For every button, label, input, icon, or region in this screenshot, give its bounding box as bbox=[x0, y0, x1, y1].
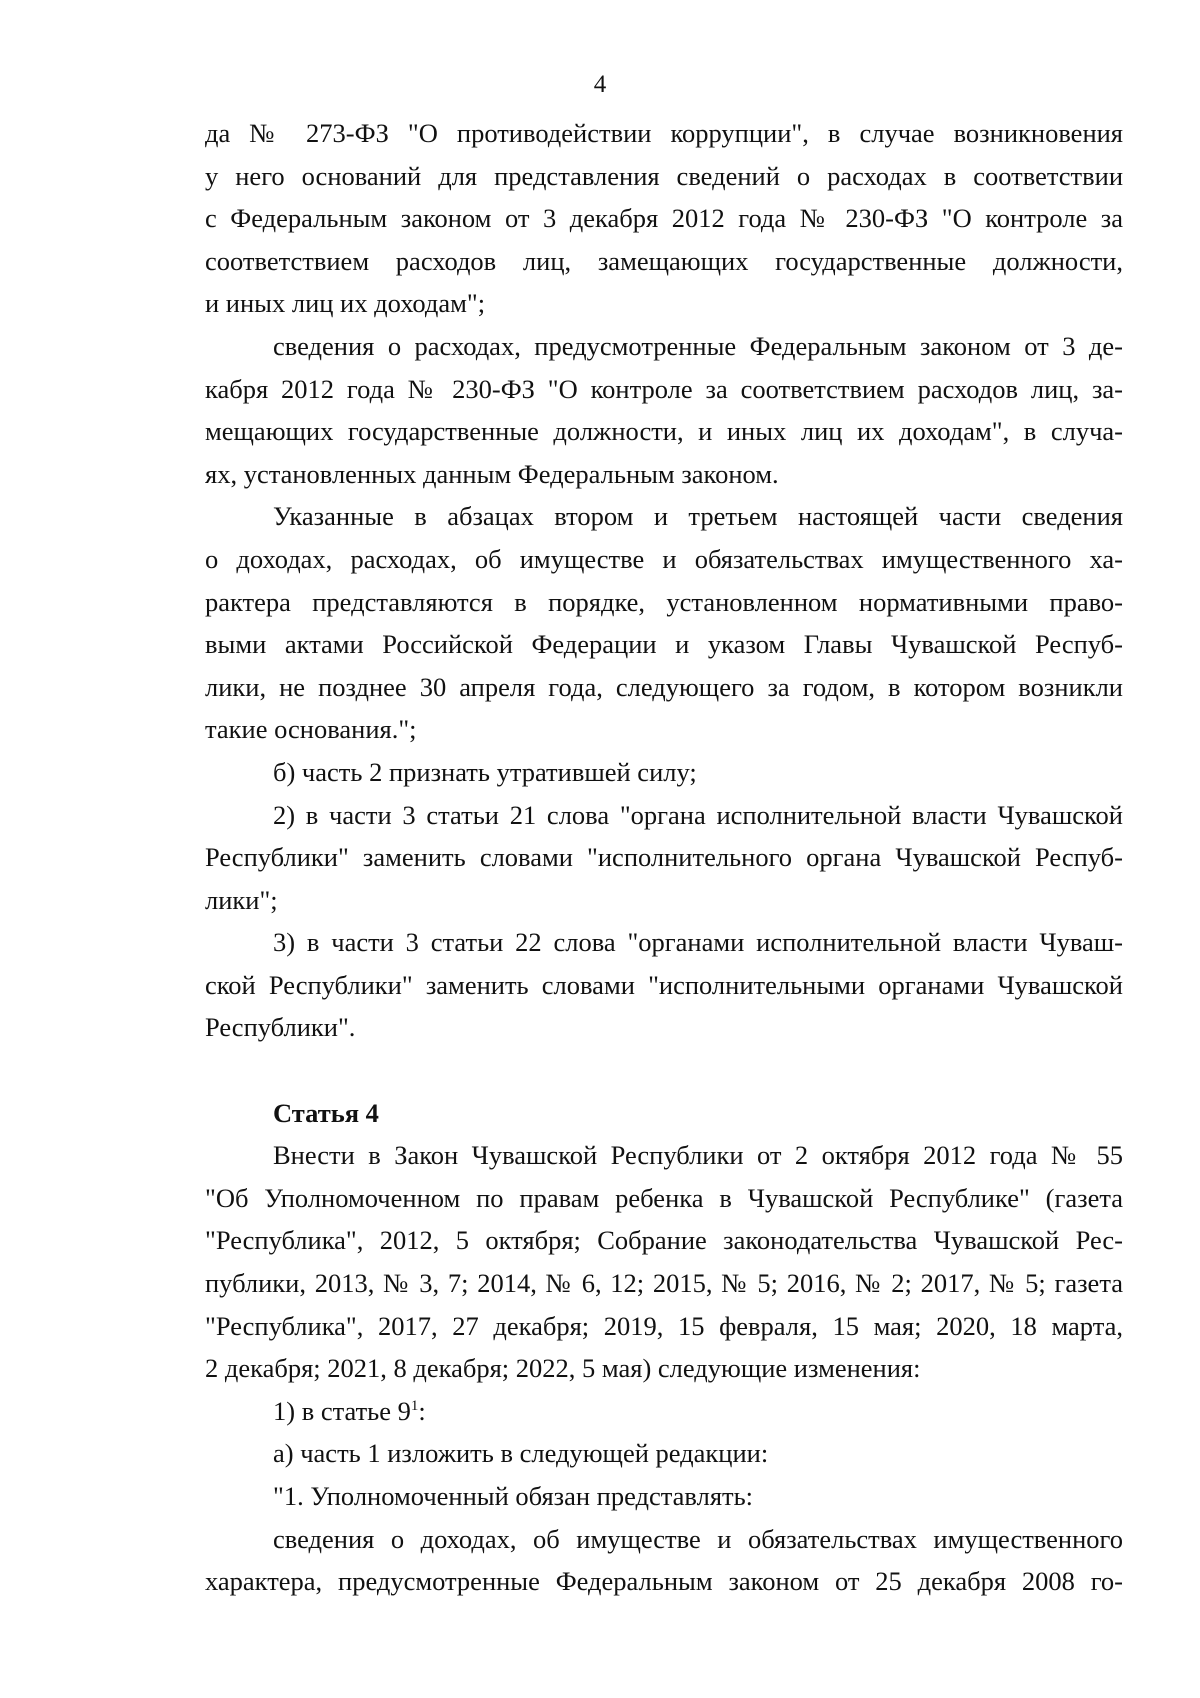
text-line: у него оснований для представления сведений о расходах в соответствии bbox=[205, 160, 1123, 191]
text-line: ях, установленных данным Федеральным законом. bbox=[205, 458, 779, 489]
text-line: лики, не позднее 30 апреля года, следующего за годом, в котором возникли bbox=[205, 671, 1123, 702]
paragraph bbox=[205, 1475, 1123, 1518]
paragraph bbox=[205, 112, 1123, 325]
superscript: 1 bbox=[410, 1397, 419, 1414]
text-line: "1. Уполномоченный обязан представлять: bbox=[273, 1481, 754, 1511]
paragraph bbox=[205, 1518, 1123, 1603]
text-line: лики"; bbox=[205, 884, 278, 915]
text-line: сведения о доходах, об имуществе и обязательствах имущественного bbox=[273, 1523, 1123, 1554]
paragraph bbox=[205, 751, 1123, 794]
text-line: характера, предусмотренные Федеральным законом от 25 декабря 2008 го- bbox=[205, 1566, 1123, 1597]
text-line: кабря 2012 года № 230-ФЗ "О контроле за соответствием расходов лиц, за- bbox=[205, 373, 1123, 404]
text-line: мещающих государственные должности, и иных лиц их доходам", в случа- bbox=[205, 416, 1123, 447]
item-text: 1) в статье 9 bbox=[273, 1395, 411, 1426]
text-line: рактера представляются в порядке, установленном нормативными право- bbox=[205, 586, 1123, 617]
text-line: 3) в части 3 статьи 22 слова "органами исполнительной власти Чуваш- bbox=[273, 927, 1123, 958]
text-line: 2 декабря; 2021, 8 декабря; 2022, 5 мая) следующие изменения: bbox=[205, 1353, 921, 1384]
text-line: Республики". bbox=[205, 1012, 356, 1043]
text-line: соответствием расходов лиц, замещающих государственные должности, bbox=[205, 245, 1123, 276]
text-line: Внести в Закон Чувашской Республики от 2 октября 2012 года № 55 bbox=[273, 1140, 1123, 1171]
item-suffix: : bbox=[418, 1395, 426, 1426]
text-line: такие основания."; bbox=[205, 714, 417, 745]
list-item bbox=[205, 1390, 1123, 1433]
text-line: б) часть 2 признать утратившей силу; bbox=[273, 756, 697, 787]
paragraph bbox=[205, 921, 1123, 1049]
text-line: и иных лиц их доходам"; bbox=[205, 288, 486, 319]
paragraph bbox=[205, 325, 1123, 495]
document-body bbox=[205, 112, 1123, 1603]
text-line: ской Республики" заменить словами "исполнительными органами Чувашской bbox=[205, 969, 1123, 1000]
text-line: а) часть 1 изложить в следующей редакции: bbox=[273, 1438, 769, 1469]
page-number: 4 bbox=[593, 71, 607, 98]
paragraph bbox=[205, 495, 1123, 751]
paragraph bbox=[205, 1432, 1123, 1475]
text-line: публики, 2013, № 3, 7; 2014, № 6, 12; 2015, № 5; 2016, № 2; 2017, № 5; газета bbox=[205, 1268, 1123, 1299]
text-line: Указанные в абзацах втором и третьем настоящей части сведения bbox=[273, 501, 1123, 532]
text-line: "Республика", 2012, 5 октября; Собрание законодательства Чувашской Рес- bbox=[205, 1225, 1123, 1256]
text-line: сведения о расходах, предусмотренные Федеральным законом от 3 де- bbox=[273, 330, 1123, 361]
text-line: "Республика", 2017, 27 декабря; 2019, 15 февраля, 15 мая; 2020, 18 марта, bbox=[205, 1310, 1123, 1341]
text-line: о доходах, расходах, об имуществе и обязательствах имущественного ха- bbox=[205, 543, 1123, 574]
text-line: "Об Уполномоченном по правам ребенка в Чувашской Республике" (газета bbox=[205, 1182, 1123, 1213]
text-line: 2) в части 3 статьи 21 слова "органа исполнительной власти Чувашской bbox=[273, 799, 1123, 830]
article-heading: Статья 4 bbox=[273, 1097, 379, 1128]
blank-line bbox=[205, 1049, 1123, 1092]
text-line: выми актами Российской Федерации и указом Главы Чувашской Респуб- bbox=[205, 629, 1123, 660]
text-line: да № 273-ФЗ "О противодействии коррупции", в случае возникновения bbox=[205, 118, 1123, 148]
text-line: с Федеральным законом от 3 декабря 2012 года № 230-ФЗ "О контроле за bbox=[205, 203, 1123, 234]
paragraph bbox=[205, 794, 1123, 922]
text-line: Республики" заменить словами "исполнительного органа Чувашской Респуб- bbox=[205, 842, 1123, 873]
paragraph bbox=[205, 1134, 1123, 1390]
